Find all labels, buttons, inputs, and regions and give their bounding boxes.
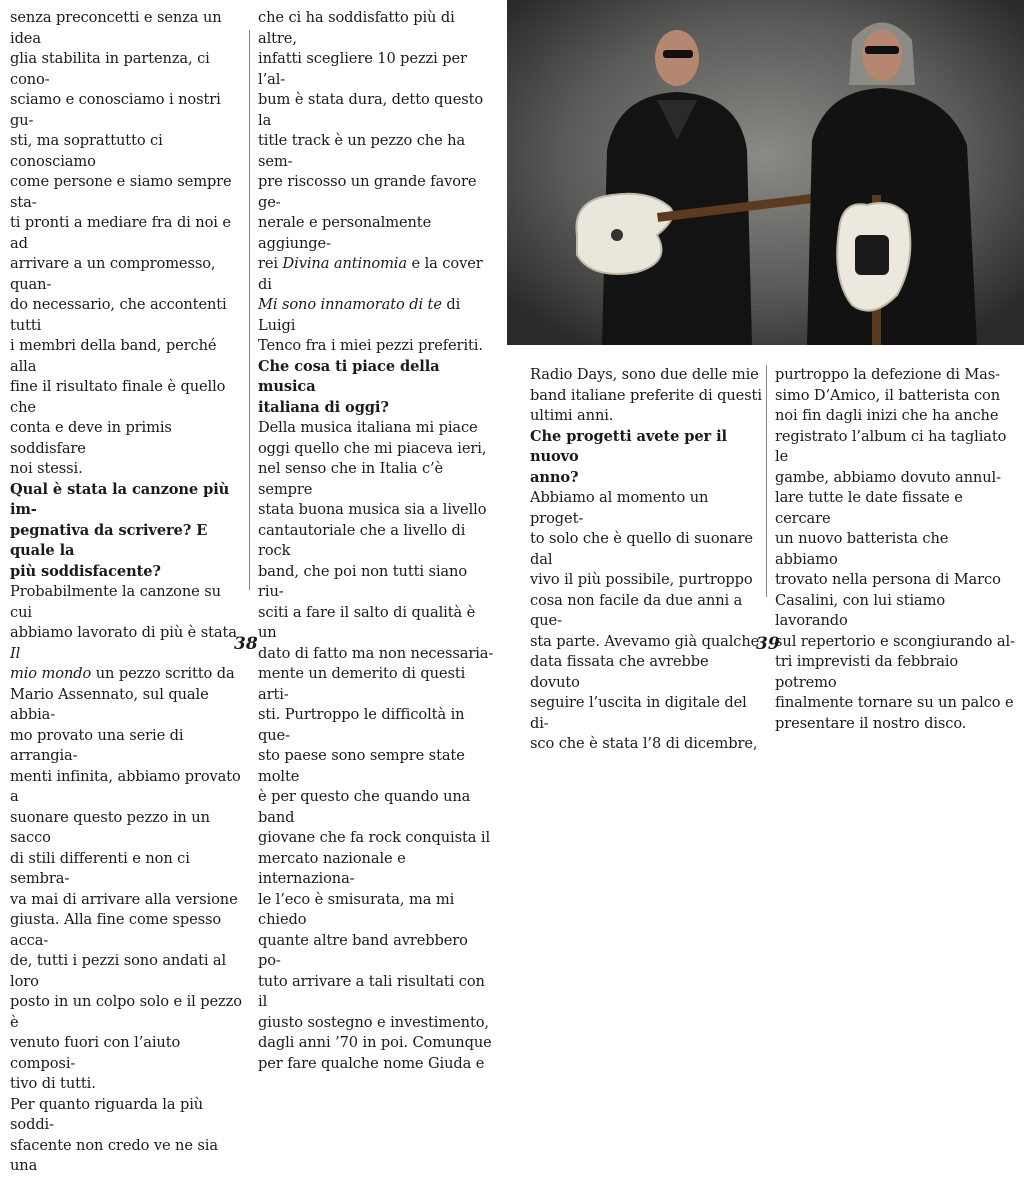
article-column-1: [10, 8, 242, 1177]
body-text: Abbiamo al momento un proget- to solo che è quello di suonare dal vivo il più possibile, purtroppo cosa non facile da due anni a que- sta parte. Avevamo già qualche data fissata che avrebbe dovuto seguire l’uscita in digitale del di- sco che è stata l’8 di dicembre,: [530, 489, 760, 752]
title-italic: Mi sono innamorato di te: [258, 296, 442, 313]
body-text: Radio Days, sono due delle mie band italiane preferite di questi ultimi anni.: [530, 366, 762, 424]
column-divider: [766, 365, 767, 597]
column-divider: [249, 30, 250, 590]
body-paragraph: [10, 582, 242, 1177]
page-number-left: 38: [234, 634, 258, 654]
title-italic: Il mio mondo: [10, 644, 92, 682]
body-text: Della musica italiana mi piace oggi quello che mi piaceva ieri, nel senso che in Italia c’è sempre stata buona musica sia a livello cantautoriale che a livello di rock band, che poi non tutti siano riu- sciti a fare il salto di qualità è un dato di fatto ma non necessaria- mente un demerito di questi arti- sti. Purtroppo le difficoltà in que- sto paese sono sempre state molte è per questo che quando una band giovane che fa rock conquista il mercato nazionale e internaziona- le l’eco è smisurata, ma mi chiedo quante altre band avrebbero po- tuto arrivare a tali risultati con il giusto sostegno e investimento, dagli anni ’70 in poi. Comunque per fare qualche nome Giuda e: [258, 419, 494, 1072]
article-column-2: [258, 8, 494, 1074]
body-text: Probabilmente la canzone su cui abbiamo lavorato di più è stata: [10, 583, 237, 641]
interview-question: Che progetti avete per il nuovo anno?: [530, 427, 727, 486]
article-column-3: [530, 365, 762, 755]
article-column-4: [775, 365, 1015, 734]
body-text: purtroppo la defezione di Mas- simo D’Amico, il batterista con noi fin dagli inizi che ha anche registrato l’album ci ha tagliato le gambe, abbiamo dovuto annul- lare tutte le date fissate e cercare un nuovo batterista che abbiamo trovato nella persona di Marco Casalini, con lui stiamo lavorando sul repertorio e scongiurando al- tri imprevisti da febbraio potremo finalmente tornare su un palco e presentare il nostro disco.: [775, 366, 1015, 732]
body-text: e la cover di: [258, 255, 483, 293]
body-text: che ci ha soddisfatto più di altre, infatti scegliere 10 pezzi per l’al- bum è stata dura, detto questo la title track è un pezzo che ha sem- pre riscosso un grande favore ge- nerale e personalmente aggiunge- rei: [258, 9, 484, 272]
band-photo: [507, 0, 1024, 345]
body-paragraph: [530, 488, 762, 755]
body-text: senza preconcetti e senza un idea glia stabilita in partenza, ci cono- sciamo e conosciamo i nostri gu- sti, ma soprattutto ci conosciamo come persone e siamo sempre sta- ti pronti a mediare fra di noi e ad arrivare a un compromesso, quan- do necessario, che accontenti tutti i membri della band, perché alla fine il risultato finale è quello che conta e deve in primis soddisfare noi stessi.: [10, 9, 232, 477]
body-paragraph: [258, 418, 494, 1074]
page-number-right: 39: [756, 634, 780, 654]
title-italic: Divina antinomia: [282, 255, 407, 272]
body-paragraph: [10, 8, 242, 480]
body-paragraph: [530, 365, 762, 427]
body-paragraph: [775, 365, 1015, 734]
interview-question: Qual è stata la canzone più im- pegnativa da scrivere? E quale la più soddisfacente?: [10, 480, 230, 580]
interview-question: Che cosa ti piace della musica italiana di oggi?: [258, 357, 440, 416]
body-text: di Luigi Tenco fra i miei pezzi preferiti.: [258, 296, 483, 354]
body-paragraph: [258, 8, 494, 357]
body-text: un pezzo scritto da Mario Assennato, sul quale abbia- mo provato una serie di arrangia- menti infinita, abbiamo provato a suonare questo pezzo in un sacco di stili differenti e non ci sembra- va mai di arrivare alla versione giusta. Alla fine come spesso acca- de, tutti i pezzi sono andati al loro posto in un colpo solo e il pezzo è venuto fuori con l’aiuto composi- tivo di tutti. Per quanto riguarda la più soddi- sfacente non credo ve ne sia una: [10, 665, 242, 1174]
